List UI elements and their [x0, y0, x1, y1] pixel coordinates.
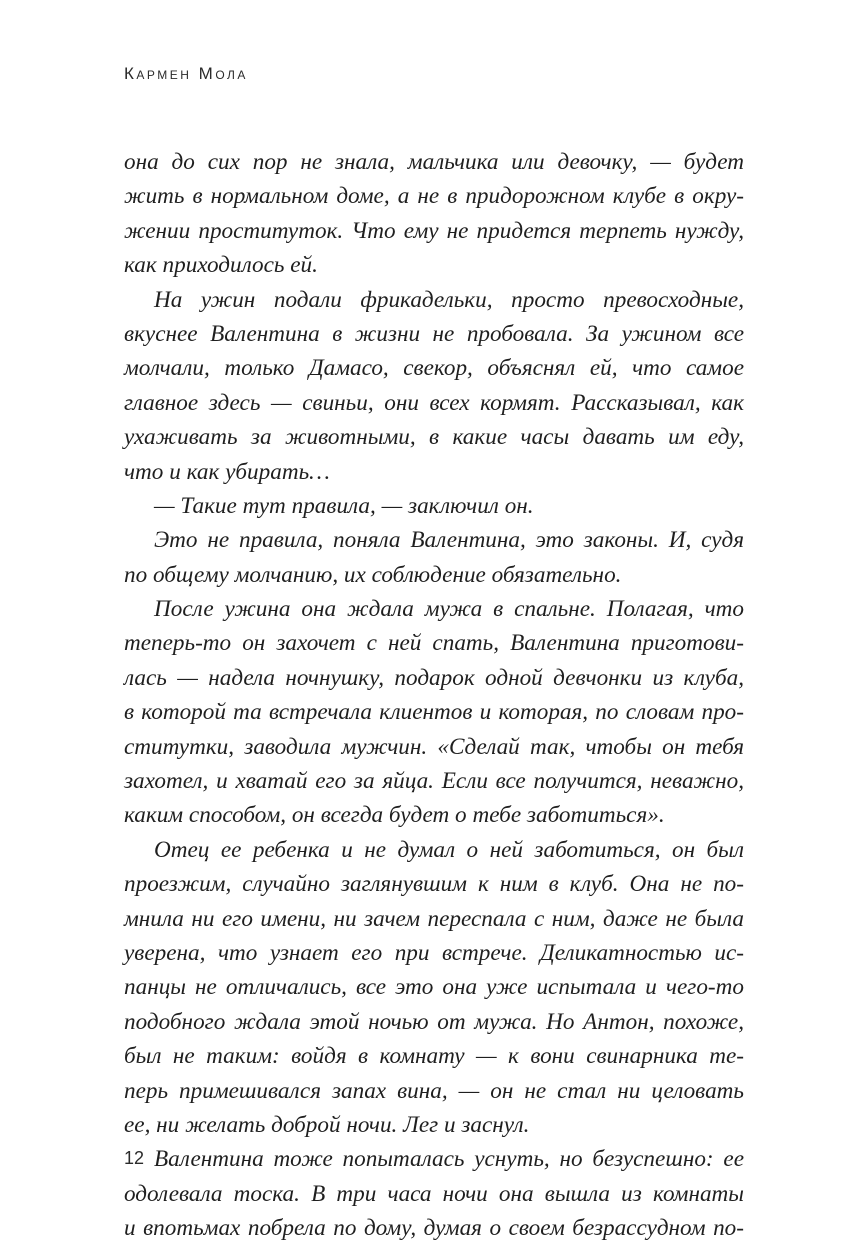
text-line: После ужина она ждала мужа в спальне. Полагая, что [154, 596, 744, 623]
text-line: подобного ждала этой ночью от мужа. Но Антон, похоже, [124, 1008, 744, 1035]
text-line: по общему молчанию, их соблюдение обязательно. [124, 561, 622, 588]
text-line: захотел, и хватай его за яйца. Если все получится, неважно, [124, 768, 744, 795]
text-line: Отец ее ребенка и не думал о ней заботиться, он был [154, 836, 744, 863]
text-line: жить в нормальном доме, а не в придорожном клубе в окру- [124, 183, 744, 210]
text-line: главное здесь — свиньи, они всех кормят. Рассказывал, как [124, 389, 744, 416]
text-line: лась — надела ночнушку, подарок одной девчонки из клуба, [124, 664, 744, 691]
text-line: как приходилось ей. [124, 252, 318, 279]
text-line: жении проституток. Что ему не придется терпеть нужду, [124, 217, 744, 244]
page-number: 12 [124, 1148, 145, 1168]
text-line: панцы не отличались, все это она уже испытала и чего-то [124, 974, 744, 1001]
text-line: ее, ни желать доброй ночи. Лег и заснул. [124, 1111, 530, 1138]
text-line: вкуснее Валентина в жизни не пробовала. За ужином все [124, 320, 744, 347]
text-line: теперь-то он захочет с ней спать, Валентина приготови- [124, 630, 744, 657]
text-line: она до сих пор не знала, мальчика или девочку, — будет [124, 149, 744, 175]
text-line: и впотьмах побрела по дому, думая о своем безрассудном по- [124, 1215, 744, 1242]
text-line: ухаживать за животными, в какие часы давать им еду, [124, 424, 744, 451]
text-line: каким способом, он всегда будет о тебе заботиться». [124, 802, 665, 829]
text-line: проезжим, случайно заглянувшим к ним в клуб. Она не по- [124, 871, 744, 898]
text-line: что и как убирать… [124, 458, 330, 485]
text-line: был не таким: войдя в комнату — к вони свинарника те- [124, 1043, 744, 1070]
body-text [124, 145, 744, 1246]
text-line: ститутки, заводила мужчин. «Сделай так, чтобы он тебя [124, 733, 744, 760]
text-line: На ужин подали фрикадельки, просто превосходные, [154, 286, 744, 313]
text-line: мнила ни его имени, ни зачем переспала с ним, даже не была [124, 905, 744, 932]
text-line: Валентина тоже попыталась уснуть, но безуспешно: ее [154, 1146, 744, 1173]
running-head-author: Кармен Мола [124, 64, 248, 83]
text-line: уверена, что узнает его при встрече. Деликатностью ис- [124, 939, 744, 966]
text-line: Это не правила, поняла Валентина, это законы. И, судя [154, 527, 744, 554]
text-line: в которой та встречала клиентов и которая, по словам про- [124, 699, 744, 726]
text-line: перь примешивался запах вина, — он не стал ни целовать [124, 1077, 744, 1104]
text-line: — Такие тут правила, — заключил он. [154, 492, 534, 519]
text-line: одолевала тоска. В три часа ночи она вышла из комнаты [124, 1180, 744, 1207]
text-line: молчали, только Дамасо, свекор, объяснял ей, что самое [124, 355, 744, 382]
